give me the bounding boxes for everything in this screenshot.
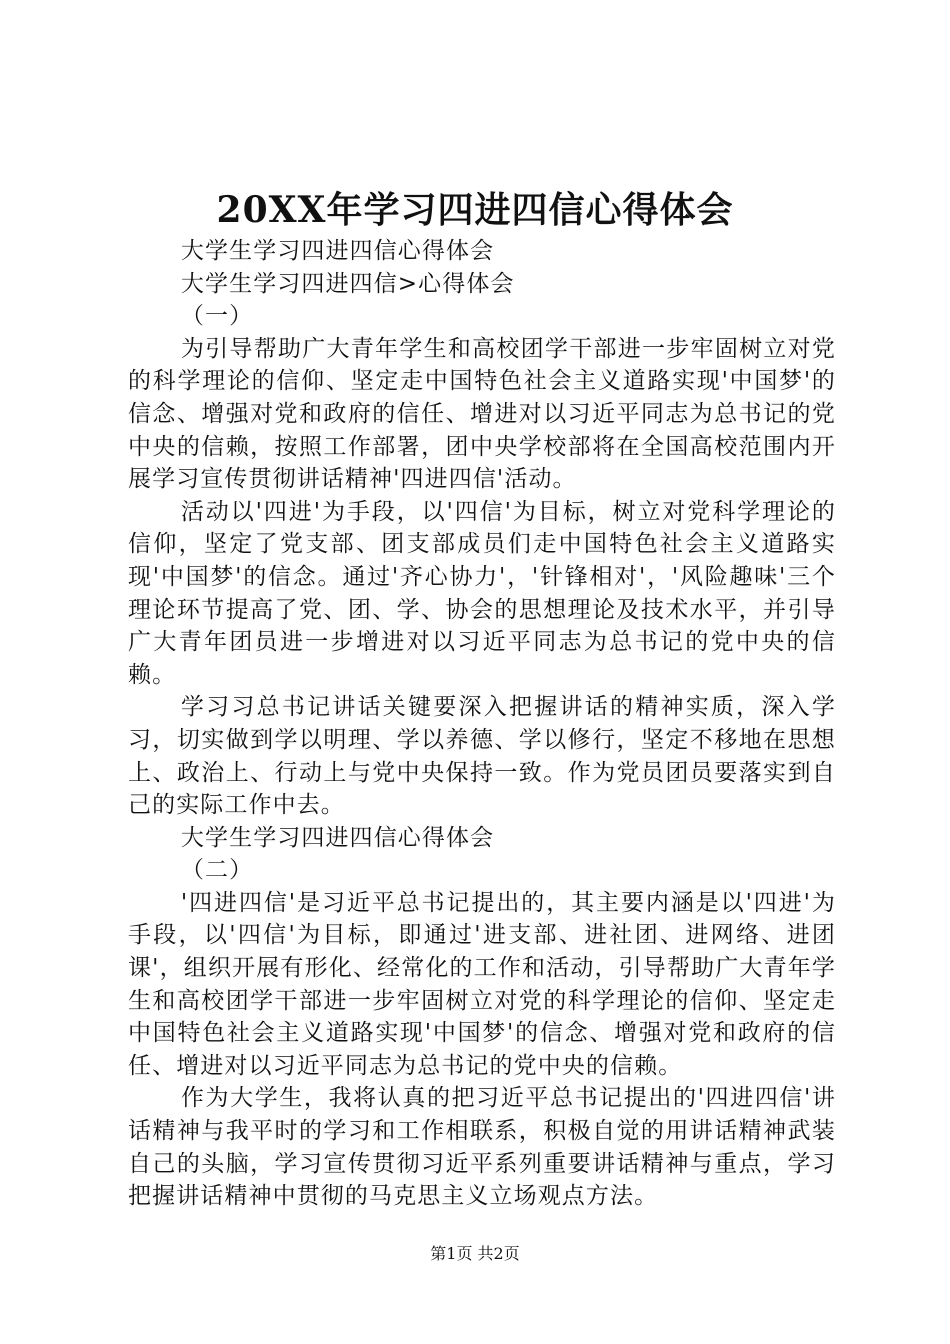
subtitle-line: 大学生学习四进四信心得体会 xyxy=(180,824,495,851)
body-paragraph: 活动以'四进'为手段，以'四信'为目标，树立对党科学理论的信仰，坚定了党支部、团支部成员们走中国特色社会主义道路实现'中国梦'的信念。通过'齐心协力'，'针锋相对'，'风险趣味'三个理论环节提高了党、团、学、协会的思想理论及技术水平，并引导广大青年团员进一步增进对以习近平同志为总书记的党中央的信赖。 xyxy=(128,498,836,688)
subtitle-line: 大学生学习四进四信>心得体会 xyxy=(180,270,515,297)
body-paragraph: 为引导帮助广大青年学生和高校团学干部进一步牢固树立对党的科学理论的信仰、坚定走中国特色社会主义道路实现'中国梦'的信念、增强对党和政府的信任、增进对以习近平同志为总书记的党中央的信赖，按照工作部署，团中央学校部将在全国高校范围内开展学习宣传贯彻讲话精神'四进四信'活动。 xyxy=(128,335,836,493)
body-paragraph: 作为大学生，我将认真的把习近平总书记提出的'四进四信'讲话精神与我平时的学习和工作相联系，积极自觉的用讲话精神武装自己的头脑，学习宣传贯彻习近平系列重要讲话精神与重点，学习把握讲话精神中贯彻的马克思主义立场观点方法。 xyxy=(128,1085,836,1210)
document-title: 20XX年学习四进四信心得体会 xyxy=(216,189,734,231)
document-body xyxy=(128,235,836,1213)
body-paragraph: '四进四信'是习近平总书记提出的，其主要内涵是以'四进'为手段，以'四信'为目标，即通过'进支部、进社团、进网络、进团课'，组织开展有形化、经常化的工作和活动，引导帮助广大青年学生和高校团学干部进一步牢固树立对党的科学理论的信仰、坚定走中国特色社会主义道路实现'中国梦'的信念、增强对党和政府的信任、增进对以习近平同志为总书记的党中央的信赖。 xyxy=(128,889,836,1079)
subtitle-line: 大学生学习四进四信心得体会 xyxy=(180,238,495,264)
section-heading: （二） xyxy=(180,857,254,884)
section-heading: （一） xyxy=(180,303,254,330)
page-footer: 第1页 共2页 xyxy=(430,1244,520,1263)
body-paragraph: 学习习总书记讲话关键要深入把握讲话的精神实质，深入学习，切实做到学以明理、学以养德、学以修行，坚定不移地在思想上、政治上、行动上与党中央保持一致。作为党员团员要落实到自己的实际工作中去。 xyxy=(128,694,836,819)
